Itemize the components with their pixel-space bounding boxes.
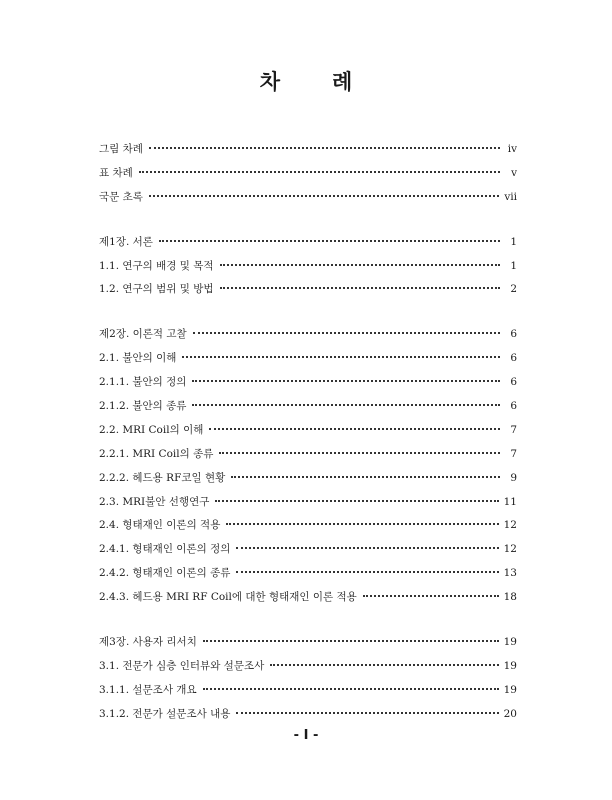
toc-entry-page: 6 bbox=[510, 328, 517, 341]
toc-entry-page: 12 bbox=[503, 519, 517, 532]
dot-leader bbox=[193, 332, 500, 334]
page-title-char-1: 차 bbox=[259, 70, 280, 94]
toc-entry bbox=[99, 347, 517, 371]
toc-entry bbox=[99, 631, 517, 655]
toc-entry bbox=[99, 703, 517, 727]
toc-entry-page: 7 bbox=[510, 447, 517, 460]
toc-entry-label: 2.3. MRI불안 선행연구 bbox=[99, 495, 210, 508]
toc-entry-label: 3.1.1. 설문조사 개요 bbox=[99, 683, 197, 696]
dot-leader bbox=[236, 547, 498, 549]
toc-entry-label: 2.4.1. 형태재인 이론의 정의 bbox=[99, 543, 231, 556]
toc-entry-page: 7 bbox=[510, 423, 517, 436]
toc-entry-page: 6 bbox=[510, 376, 517, 389]
toc-entry bbox=[99, 514, 517, 538]
toc-entry-page: 6 bbox=[510, 352, 517, 365]
dot-leader bbox=[192, 404, 500, 406]
toc-entry bbox=[99, 586, 517, 610]
toc-entry-label: 1.1. 연구의 배경 및 목적 bbox=[99, 259, 214, 272]
dot-leader bbox=[192, 380, 500, 382]
toc-entry-page: 6 bbox=[510, 400, 517, 413]
toc-entry bbox=[99, 679, 517, 703]
toc-entry bbox=[99, 231, 517, 255]
toc-entry-page: 18 bbox=[503, 591, 517, 604]
toc-entry-page: ⅴ bbox=[511, 166, 517, 179]
toc-entry-label: 국문 초록 bbox=[99, 190, 143, 203]
toc-group bbox=[99, 631, 517, 727]
toc-entry-label: 2.2.1. MRI Coil의 종류 bbox=[99, 447, 214, 460]
toc-entry-page: 20 bbox=[503, 707, 517, 720]
toc-entry-page: 2 bbox=[510, 283, 517, 296]
dot-leader bbox=[149, 195, 499, 197]
toc-entry bbox=[99, 419, 517, 443]
dot-leader bbox=[363, 595, 499, 597]
toc-entry-label: 그림 차례 bbox=[99, 143, 143, 155]
toc-entry-label: 2.4. 형태재인 이론의 적용 bbox=[99, 519, 221, 532]
dot-leader bbox=[270, 664, 498, 666]
page-title bbox=[0, 66, 612, 96]
toc-entry-page: 19 bbox=[503, 683, 517, 696]
toc-entry-page: 9 bbox=[510, 471, 517, 484]
toc-entry-label: 3.1. 전문가 심층 인터뷰와 설문조사 bbox=[99, 659, 265, 672]
toc-entry-label: 제2장. 이론적 고찰 bbox=[99, 328, 187, 341]
toc-entry bbox=[99, 538, 517, 562]
dot-leader bbox=[236, 712, 498, 714]
toc-entry bbox=[99, 138, 517, 162]
dot-leader bbox=[139, 171, 500, 173]
toc-group bbox=[99, 138, 517, 210]
dot-leader bbox=[219, 452, 500, 454]
toc-entry bbox=[99, 491, 517, 515]
toc-entry-label: 2.4.2. 형태재인 이론의 종류 bbox=[99, 567, 231, 580]
dot-leader bbox=[220, 264, 500, 266]
toc-entry-page: ⅳ bbox=[507, 143, 517, 155]
dot-leader bbox=[236, 571, 498, 573]
toc-entry-label: 제1장. 서론 bbox=[99, 235, 153, 248]
toc-entry-label: 2.1. 불안의 이해 bbox=[99, 352, 177, 365]
toc-group bbox=[99, 231, 517, 303]
toc-entry-label: 2.4.3. 헤드용 MRI RF Coil에 대한 형태재인 이론 적용 bbox=[99, 591, 357, 604]
toc-entry bbox=[99, 467, 517, 491]
toc-entry bbox=[99, 655, 517, 679]
page-number: - I - bbox=[293, 728, 319, 743]
toc-group bbox=[99, 323, 517, 610]
toc-entry-page: 12 bbox=[503, 543, 517, 556]
dot-leader bbox=[182, 356, 500, 358]
dot-leader bbox=[209, 428, 500, 430]
toc-entry-page: 19 bbox=[503, 659, 517, 672]
toc-entry-page: ⅶ bbox=[504, 190, 517, 203]
toc-entry bbox=[99, 255, 517, 279]
dot-leader bbox=[203, 688, 499, 690]
page-title-char-2: 례 bbox=[332, 70, 353, 94]
dot-leader bbox=[159, 240, 500, 242]
dot-leader bbox=[226, 523, 498, 525]
toc-entry-page: 1 bbox=[510, 235, 517, 248]
toc-entry-page: 11 bbox=[503, 495, 517, 508]
toc-entry bbox=[99, 371, 517, 395]
toc-entry bbox=[99, 323, 517, 347]
toc-entry-label: 표 차례 bbox=[99, 166, 133, 179]
toc-entry-label: 2.1.1. 불안의 정의 bbox=[99, 376, 187, 389]
dot-leader bbox=[231, 476, 500, 478]
toc-entry-label: 2.2.2. 헤드용 RF코일 현황 bbox=[99, 471, 226, 484]
toc-entry-label: 제3장. 사용자 리서치 bbox=[99, 636, 197, 649]
toc-entry-label: 1.2. 연구의 범위 및 방법 bbox=[99, 283, 214, 296]
toc-entry bbox=[99, 162, 517, 186]
dot-leader bbox=[215, 500, 498, 502]
toc-entry-label: 2.1.2. 불안의 종류 bbox=[99, 400, 187, 413]
toc-entry bbox=[99, 186, 517, 210]
toc-entry bbox=[99, 395, 517, 419]
table-of-contents bbox=[99, 138, 517, 727]
toc-entry-page: 1 bbox=[510, 259, 517, 272]
toc-entry-label: 2.2. MRI Coil의 이해 bbox=[99, 423, 204, 436]
toc-entry bbox=[99, 278, 517, 302]
toc-entry-page: 13 bbox=[503, 567, 517, 580]
dot-leader bbox=[149, 147, 500, 149]
toc-entry bbox=[99, 443, 517, 467]
toc-entry bbox=[99, 562, 517, 586]
toc-entry-label: 3.1.2. 전문가 설문조사 내용 bbox=[99, 707, 231, 720]
dot-leader bbox=[220, 287, 500, 289]
dot-leader bbox=[203, 640, 499, 642]
toc-entry-page: 19 bbox=[503, 636, 517, 649]
